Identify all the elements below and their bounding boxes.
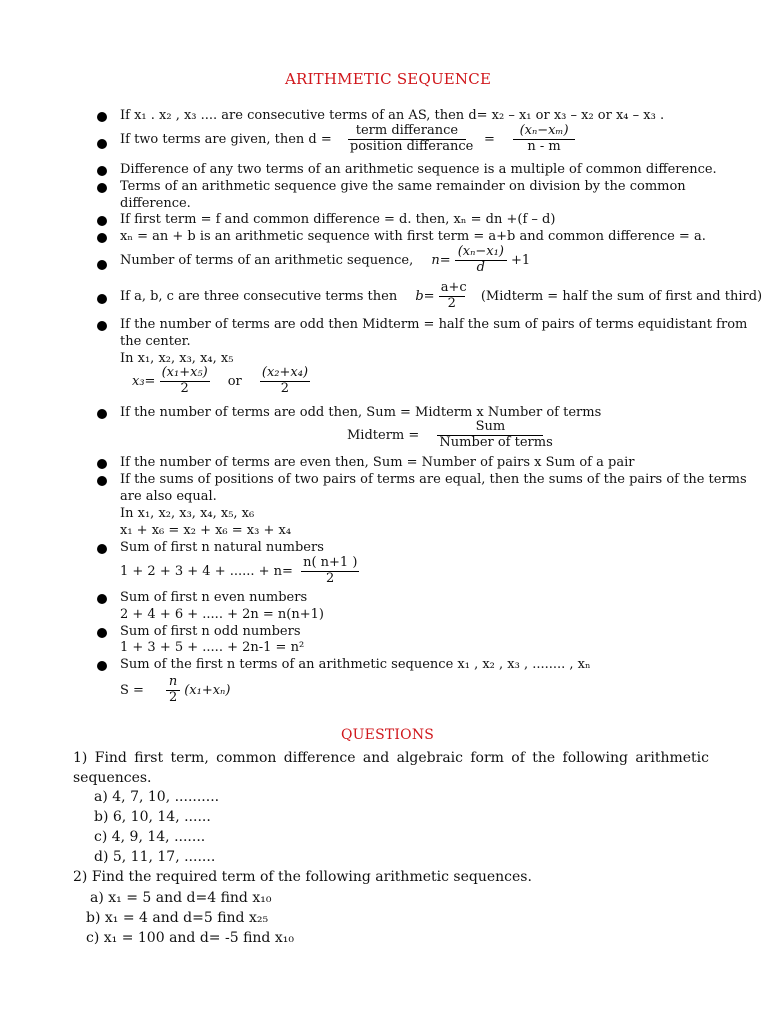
formula-lhs: n= xyxy=(431,252,451,268)
question-2-item-c: c) x₁ = 100 and d= -5 find x₁₀ xyxy=(86,930,294,946)
even-numbers-formula: 2 + 4 + 6 + ..... + 2n = n(n+1) xyxy=(120,607,324,622)
bullet-remainder-line2: difference. xyxy=(120,196,191,211)
bullet-number-of-terms xyxy=(120,245,530,276)
bullet-odd-midterm-line1: If the number of terms are odd then Midterm = half the sum of pairs of terms equidistant from xyxy=(120,317,748,332)
formula-lead: S = xyxy=(120,682,144,698)
formula-lhs: x₃= xyxy=(132,373,156,389)
bullet-two-terms-formula xyxy=(120,124,575,155)
bullet-icon xyxy=(97,294,107,304)
bullet-even-sum: If the number of terms are even then, Sum = Number of pairs x Sum of a pair xyxy=(120,455,635,470)
bullet-icon xyxy=(97,321,107,331)
formula-lead: Midterm = xyxy=(347,427,420,443)
formula-tail: (x₁+xₙ) xyxy=(184,682,231,698)
bullet-icon xyxy=(97,661,107,671)
fraction-numerator: (xₙ−x₁) xyxy=(457,244,504,259)
midterm-formula xyxy=(132,366,310,397)
formula-lhs: b= xyxy=(415,288,435,304)
bullet-icon xyxy=(97,459,107,469)
questions-title: QUESTIONS xyxy=(341,727,435,743)
question-2-item-a: a) x₁ = 5 and d=4 find x₁₀ xyxy=(90,890,272,906)
midterm-sum-formula xyxy=(347,419,553,451)
fraction-x1-x5 xyxy=(160,366,210,397)
bullet-midterm-three xyxy=(120,281,762,312)
fraction-denominator: d xyxy=(455,260,507,276)
bullet-icon xyxy=(97,476,107,486)
odd-numbers-formula: 1 + 3 + 5 + ..... + 2n-1 = n² xyxy=(120,640,305,655)
question-2: 2) Find the required term of the following arithmetic sequences. xyxy=(73,869,532,885)
fraction-denominator: position differance xyxy=(349,138,474,154)
formula-lead: 1 + 2 + 3 + 4 + ...... + n= xyxy=(120,563,293,579)
bullet-icon xyxy=(97,216,107,226)
bullet-even-numbers: Sum of first n even numbers xyxy=(120,590,308,605)
bullet-sum-of-terms: Sum of the first n terms of an arithmetic sequence x₁ , x₂ , x₃ , ........ , xₙ xyxy=(120,657,591,672)
fraction-numerator: a+c xyxy=(440,280,467,295)
example-equal-sums: x₁ + x₆ = x₂ + x₆ = x₃ + x₄ xyxy=(120,523,292,538)
bullet-natural-sum: Sum of first n natural numbers xyxy=(120,540,324,555)
fraction-term-position xyxy=(348,123,474,155)
fraction-a-plus-c xyxy=(439,281,465,312)
fraction-numerator: n( n+1 ) xyxy=(303,555,358,570)
bullet-equal-sums-line2: are also equal. xyxy=(120,489,217,504)
fraction-terms xyxy=(455,245,507,276)
bullet-icon xyxy=(97,409,107,419)
fraction-denominator: 2 xyxy=(301,571,359,587)
question-1-item-b: b) 6, 10, 14, ...... xyxy=(94,809,211,825)
question-2-item-b: b) x₁ = 4 and d=5 find x₂₅ xyxy=(86,910,269,926)
fraction-numerator: (x₂+x₄) xyxy=(261,365,309,380)
formula-lead: If a, b, c are three consecutive terms then xyxy=(120,288,398,304)
bullet-icon xyxy=(97,594,107,604)
bullet-icon xyxy=(97,139,107,149)
example-sequence: In x₁, x₂, x₃, x₄, x₅ xyxy=(120,351,234,366)
bullet-icon xyxy=(97,628,107,638)
question-1-item-a: a) 4, 7, 10, .......... xyxy=(94,789,220,805)
fraction-denominator: 2 xyxy=(166,690,180,706)
example-sequence: In x₁, x₂, x₃, x₄, x₅, x₆ xyxy=(120,506,255,521)
sum-of-terms-formula xyxy=(120,675,230,706)
bullet-odd-sum: If the number of terms are odd then, Sum = Midterm x Number of terms xyxy=(120,405,602,420)
bullet-nth-term: If first term = f and common difference = d. then, xₙ = dn +(f – d) xyxy=(120,212,556,227)
bullet-icon xyxy=(97,112,107,122)
bullet-icon xyxy=(97,183,107,193)
formula-lead: If two terms are given, then d = xyxy=(120,131,332,147)
fraction-numerator: (x₁+x₅) xyxy=(161,365,208,380)
fraction-denominator: 2 xyxy=(439,296,465,312)
question-1-item-c: c) 4, 9, 14, ....... xyxy=(94,829,206,845)
bullet-icon xyxy=(97,260,107,270)
fraction-denominator: 2 xyxy=(160,381,210,397)
formula-tail: (Midterm = half the sum of first and third) xyxy=(480,288,763,304)
fraction-sum-number xyxy=(437,419,553,451)
bullet-odd-midterm-line2: the center. xyxy=(120,334,191,349)
fraction-denominator: n - m xyxy=(513,139,575,155)
fraction-n-n-plus-1 xyxy=(301,556,359,587)
bullet-icon xyxy=(97,233,107,243)
document-title: ARITHMETIC SEQUENCE xyxy=(285,70,492,88)
bullet-remainder-line1: Terms of an arithmetic sequence give the same remainder on division by the common xyxy=(120,179,686,194)
bullet-odd-numbers: Sum of first n odd numbers xyxy=(120,624,301,639)
bullet-difference-multiple: Difference of any two terms of an arithmetic sequence is a multiple of common difference. xyxy=(120,162,717,177)
fraction-numerator: Sum xyxy=(475,419,506,434)
equals-sign: = xyxy=(484,131,495,147)
natural-sum-formula xyxy=(120,556,359,587)
or-text: or xyxy=(227,373,242,389)
bullet-algebraic-form: xₙ = an + b is an arithmetic sequence with first term = a+b and common difference = a. xyxy=(120,229,706,244)
fraction-numerator: term differance xyxy=(355,123,459,138)
fraction-xn-xm xyxy=(513,124,575,155)
fraction-numerator: n xyxy=(168,674,178,689)
question-1: 1) Find first term, common difference and algebraic form of the following arithmetic sequences. xyxy=(73,750,709,786)
formula-lead: Number of terms of an arithmetic sequence, xyxy=(120,252,414,268)
bullet-common-difference: If x₁ . x₂ , x₃ .... are consecutive terms of an AS, then d= x₂ – x₁ or x₃ – x₂ or x₄ – x₃ . xyxy=(120,108,665,123)
bullet-icon xyxy=(97,166,107,176)
fraction-denominator: Number of terms xyxy=(439,434,553,450)
fraction-x2-x4 xyxy=(260,366,310,397)
fraction-denominator: 2 xyxy=(260,381,310,397)
formula-tail: +1 xyxy=(510,252,531,268)
fraction-numerator: (xₙ−xₘ) xyxy=(519,123,569,138)
question-1-item-d: d) 5, 11, 17, ....... xyxy=(94,849,216,865)
bullet-icon xyxy=(97,544,107,554)
bullet-equal-sums-line1: If the sums of positions of two pairs of terms are equal, then the sums of the pairs of the terms xyxy=(120,472,747,487)
fraction-n-over-2 xyxy=(166,675,180,706)
